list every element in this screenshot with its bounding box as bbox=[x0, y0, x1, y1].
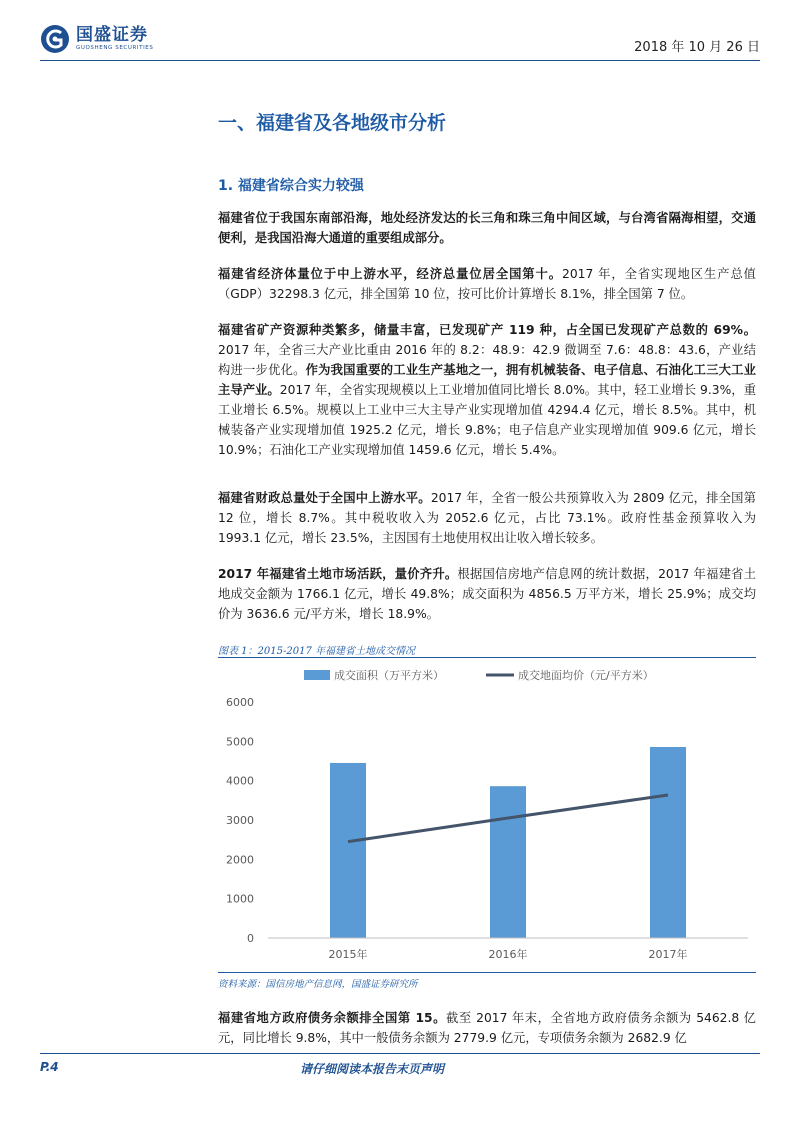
disclaimer-note: 请仔细阅读本报告末页声明 bbox=[300, 1062, 445, 1076]
chart-legend bbox=[304, 668, 654, 682]
figure-bottom-rule bbox=[218, 972, 756, 973]
footer-divider bbox=[40, 1053, 760, 1054]
y-tick-label: 4000 bbox=[226, 774, 254, 788]
paragraph-location bbox=[218, 208, 756, 248]
figure-source: 资料来源：国信房地产信息网，国盛证券研究所 bbox=[218, 979, 418, 990]
figure-title-rule bbox=[218, 657, 756, 658]
bar bbox=[330, 763, 366, 938]
logo-icon bbox=[40, 24, 70, 54]
paragraph-text: 截至 2017 年末，全省地方政府债务余额为 5462.8 亿元，同比增长 9.8%，其中一般债务余额为 2779.9 亿元，专项债务余额为 2682.9 亿 bbox=[218, 1011, 756, 1045]
paragraph-bold: 2017 年福建省土地市场活跃，量价齐升。 bbox=[218, 567, 458, 581]
y-tick-label: 6000 bbox=[226, 696, 254, 709]
figure-title: 图表 1：2015-2017 年福建省土地成交情况 bbox=[218, 646, 415, 657]
paragraph-bold: 福建省地方政府债务余额排全国第 15。 bbox=[218, 1011, 447, 1025]
paragraph-bold: 作为我国重要的工业生产基地之一，拥有机械装备、电子信息、石油化工三大工业主导产业。 bbox=[218, 363, 756, 397]
subsection-heading: 1. 福建省综合实力较强 bbox=[218, 178, 364, 194]
legend-label: 成交地面均价（元/平方米） bbox=[518, 669, 654, 682]
paragraph-bold: 福建省矿产资源种类繁多，储量丰富，已发现矿产 119 种，占全国已发现矿产总数的 69%。 bbox=[218, 323, 756, 337]
paragraph-bold: 福建省财政总量处于全国中上游水平。 bbox=[218, 491, 431, 505]
paragraph-text: 2017 年，全省实现规模以上工业增加值同比增长 8.0%。其中，轻工业增长 9.3%，重工业增长 6.5%。规模以上工业中三大主导产业实现增加值 4294.4 亿元，增长 8.5%。其中，机械装备产业实现增加值 1925.2 亿元，增长 9.8%；电子信息产业实现增加值 909.6 亿元，增长 10.9%；石油化工产业实现增加值 1459.6 亿元，增长 5.4%。 bbox=[218, 383, 756, 457]
logo-name-en: GUOSHENG SECURITIES bbox=[76, 45, 154, 51]
y-tick-label: 0 bbox=[247, 932, 254, 945]
paragraph-land bbox=[218, 564, 756, 624]
bar-series bbox=[330, 747, 686, 938]
report-date: 2018 年 10 月 26 日 bbox=[634, 40, 760, 55]
paragraph-text: 2017 年，全省三大产业比重由 2016 年的 8.2：48.9：42.9 微调至 7.6：48.8：43.6，产业结构进一步优化。 bbox=[218, 343, 756, 377]
paragraph-bold: 福建省经济体量位于中上游水平，经济总量位居全国第十。 bbox=[218, 267, 562, 281]
company-logo bbox=[40, 24, 153, 54]
y-tick-label: 3000 bbox=[226, 814, 254, 827]
page-header bbox=[40, 24, 760, 60]
y-axis bbox=[226, 696, 254, 945]
paragraph-economy bbox=[218, 264, 756, 304]
header-divider bbox=[40, 60, 760, 61]
paragraph-text: 2017 年，全省实现地区生产总值（GDP）32298.3 亿元，排全国第 10 位，按可比价计算增长 8.1%，排全国第 7 位。 bbox=[218, 267, 756, 301]
y-tick-label: 1000 bbox=[226, 892, 254, 906]
paragraph-text: 2017 年，全省一般公共预算收入为 2809 亿元，排全国第 12 位，增长 8.7%。其中税收收入为 2052.6 亿元，占比 73.1%。政府性基金预算收入为 1993.1 亿元，增长 23.5%，主因国有土地使用权出让收入增长较多。 bbox=[218, 491, 756, 545]
legend-label: 成交面积（万平方米） bbox=[334, 669, 444, 682]
paragraph-bold: 福建省位于我国东南部沿海，地处经济发达的长三角和珠三角中间区域，与台湾省隔海相望，交通便利，是我国沿海大通道的重要组成部分。 bbox=[218, 211, 756, 245]
land-transaction-chart bbox=[218, 660, 756, 972]
y-tick-label: 5000 bbox=[226, 735, 254, 749]
section-heading: 一、福建省及各地级市分析 bbox=[218, 112, 447, 134]
paragraph-debt bbox=[218, 1008, 756, 1048]
bar bbox=[490, 786, 526, 938]
x-tick-label: 2017年 bbox=[648, 948, 688, 961]
logo-name-cn: 国盛证券 bbox=[76, 25, 148, 45]
paragraph-finance bbox=[218, 488, 756, 548]
x-tick-label: 2016年 bbox=[488, 948, 528, 961]
x-axis bbox=[268, 938, 748, 961]
x-tick-label: 2015年 bbox=[328, 948, 368, 961]
y-tick-label: 2000 bbox=[226, 853, 254, 867]
paragraph-industry bbox=[218, 320, 756, 460]
page-number: P.4 bbox=[40, 1060, 59, 1074]
bar bbox=[650, 747, 686, 938]
legend-swatch-bar bbox=[304, 670, 330, 680]
paragraph-text: 根据国信房地产信息网的统计数据，2017 年福建省土地成交金额为 1766.1 亿元，增长 49.8%；成交面积为 4856.5 万平方米，增长 25.9%；成交均价为 3636.6 元/平方米，增长 18.9%。 bbox=[218, 567, 756, 621]
